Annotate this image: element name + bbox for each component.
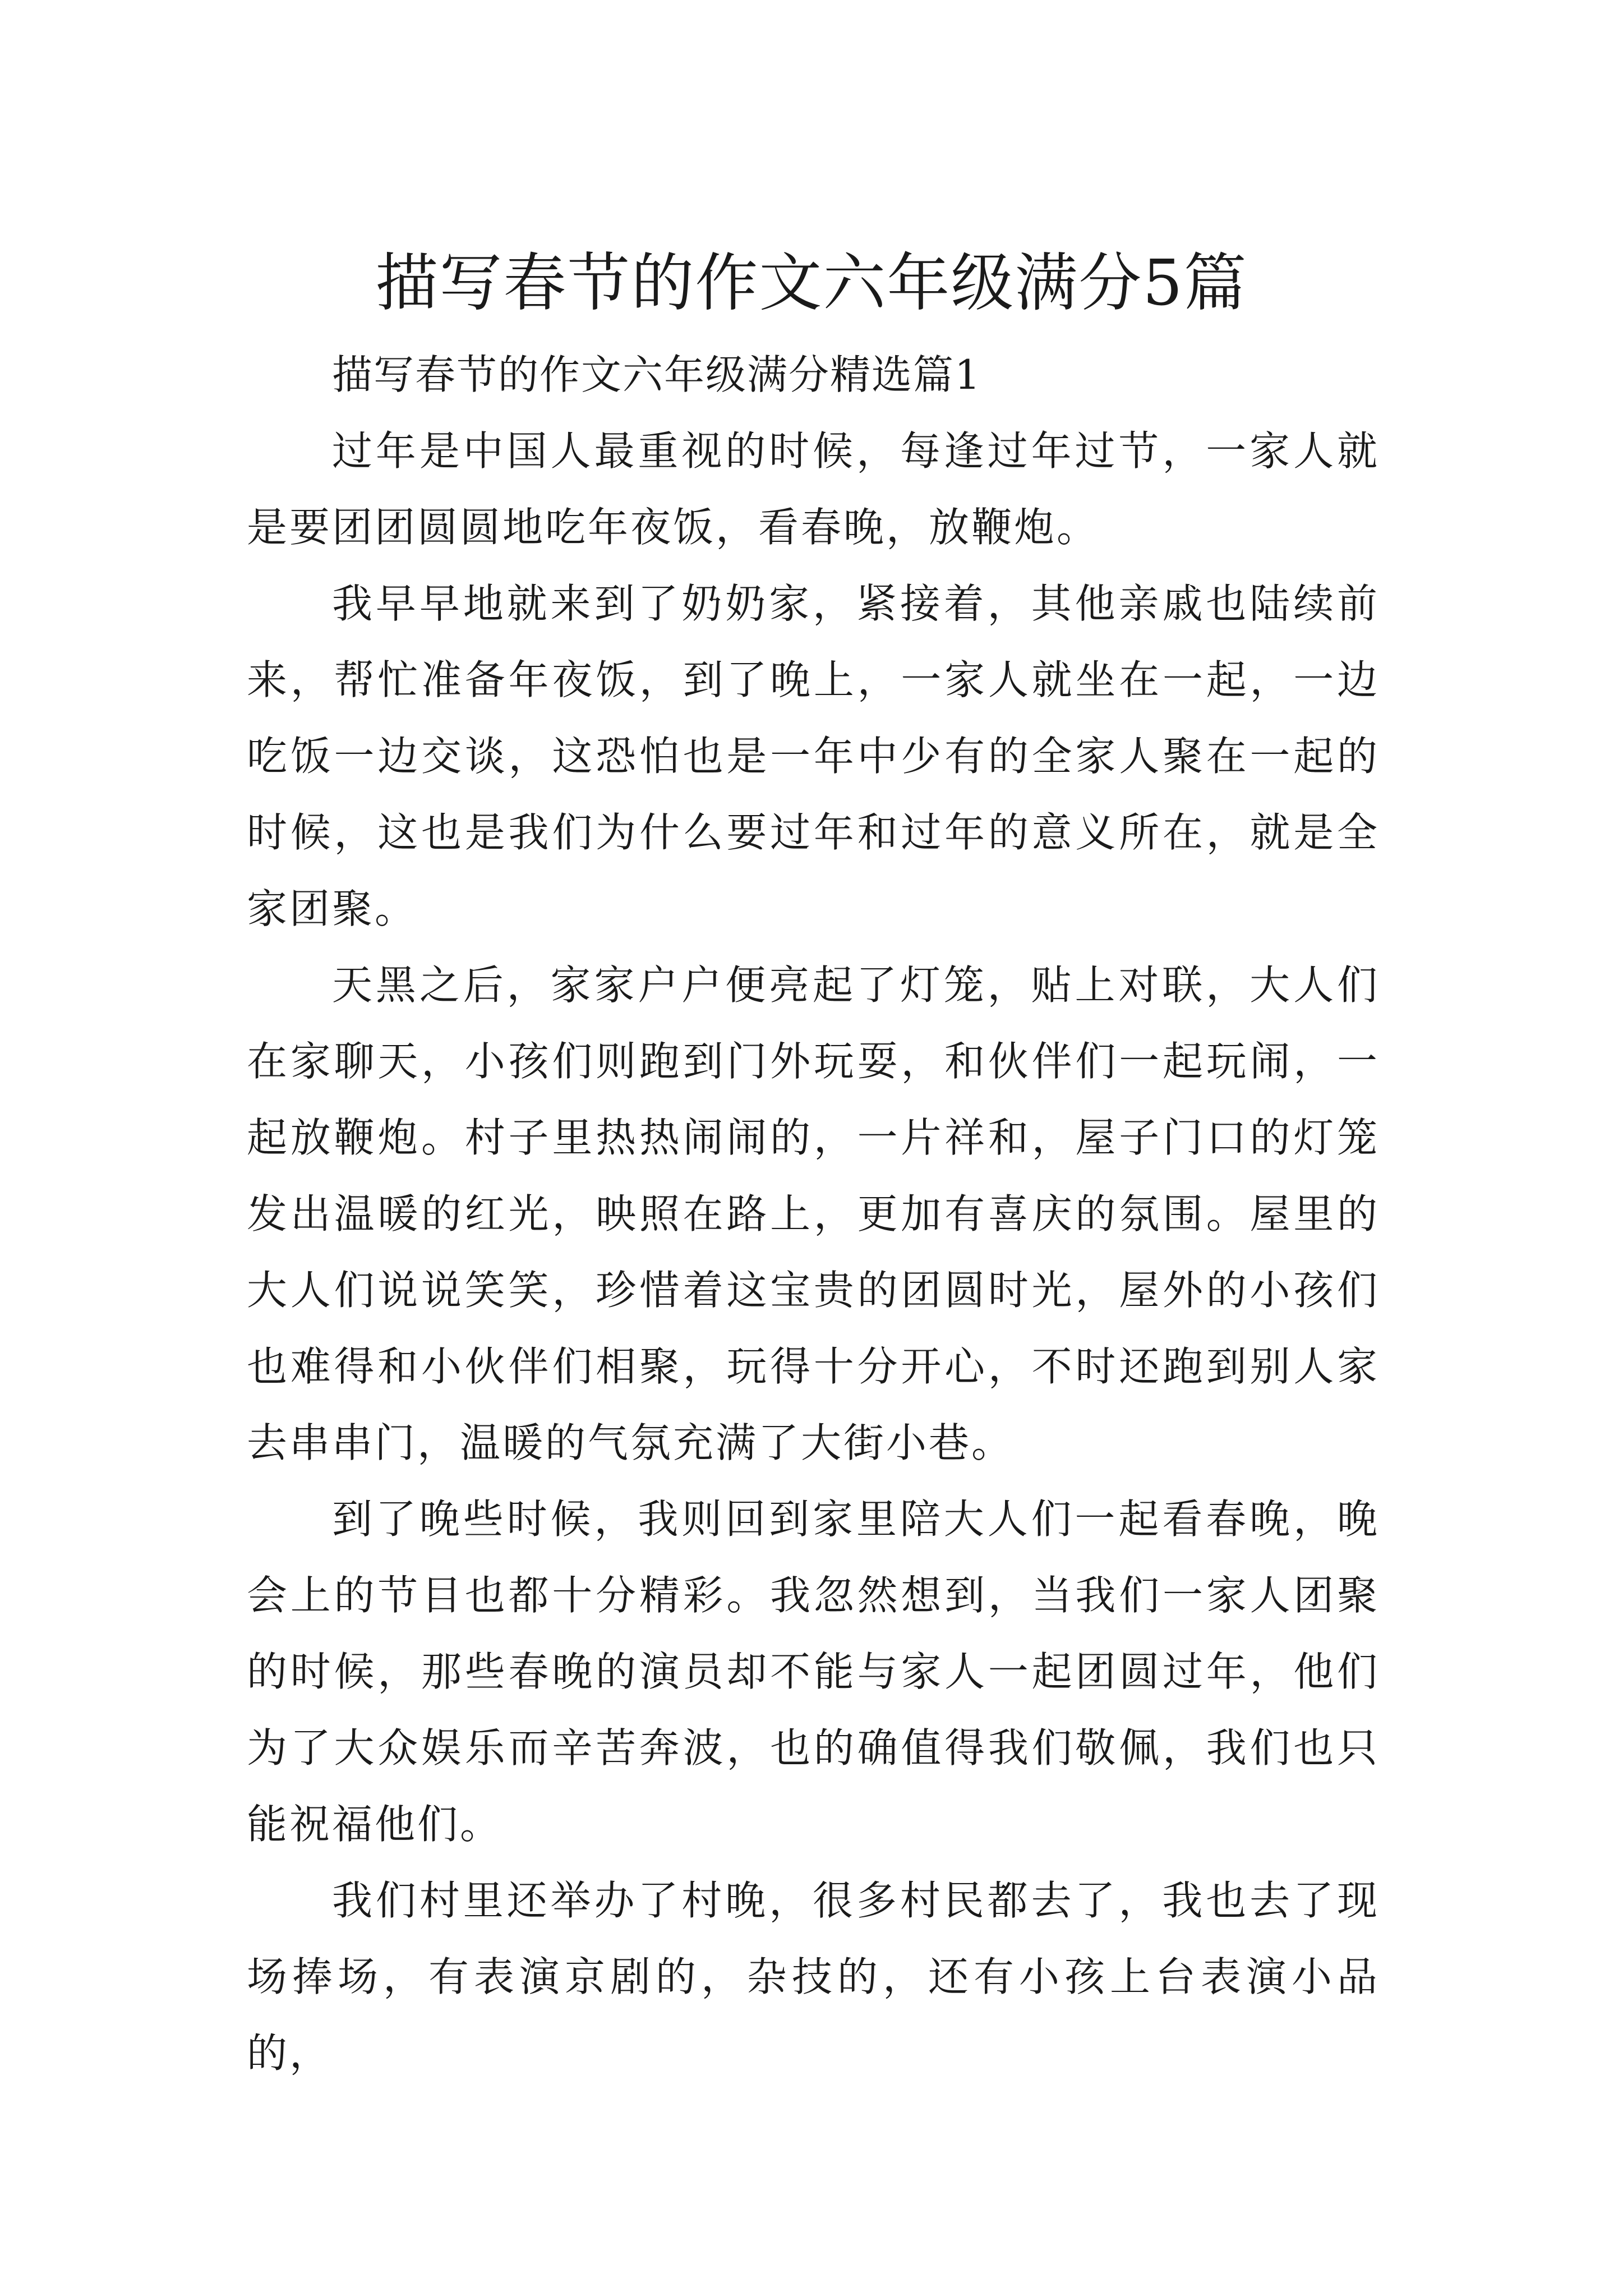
paragraph: 过年是中国人最重视的时候，每逢过年过节，一家人就是要团团圆圆地吃年夜饭，看春晚，放鞭炮。 [247, 427, 1380, 551]
document-title: 描写春节的作文六年级满分5篇 [375, 247, 1248, 320]
paragraph: 我早早地就来到了奶奶家，紧接着，其他亲戚也陆续前来，帮忙准备年夜饭，到了晚上，一家人就坐在一起，一边吃饭一边交谈，这恐怕也是一年中少有的全家人聚在一起的时候，这也是我们为什么要过年和过年的意义所在，就是全家团聚。 [247, 580, 1380, 932]
paragraph: 我们村里还举办了村晚，很多村民都去了，我也去了现场捧场，有表演京剧的，杂技的，还有小孩上台表演小品的， [247, 1877, 1380, 2077]
paragraph: 天黑之后，家家户户便亮起了灯笼，贴上对联，大人们在家聊天，小孩们则跑到门外玩耍，和伙伴们一起玩闹，一起放鞭炮。村子里热热闹闹的，一片祥和，屋子门口的灯笼发出温暖的红光，映照在路上，更加有喜庆的氛围。屋里的大人们说说笑笑，珍惜着这宝贵的团圆时光，屋外的小孩们也难得和小伙伴们相聚，玩得十分开心，不时还跑到别人家去串串门，温暖的气氛充满了大街小巷。 [247, 961, 1380, 1466]
section-heading: 描写春节的作文六年级满分精选篇1 [332, 351, 981, 398]
paragraph: 到了晚些时候，我则回到家里陪大人们一起看春晚，晚会上的节目也都十分精彩。我忽然想到，当我们一家人团聚的时候，那些春晚的演员却不能与家人一起团圆过年，他们为了大众娱乐而辛苦奔波，也的确值得我们敬佩，我们也只能祝福他们。 [247, 1496, 1380, 1848]
document-body [247, 337, 1380, 2091]
